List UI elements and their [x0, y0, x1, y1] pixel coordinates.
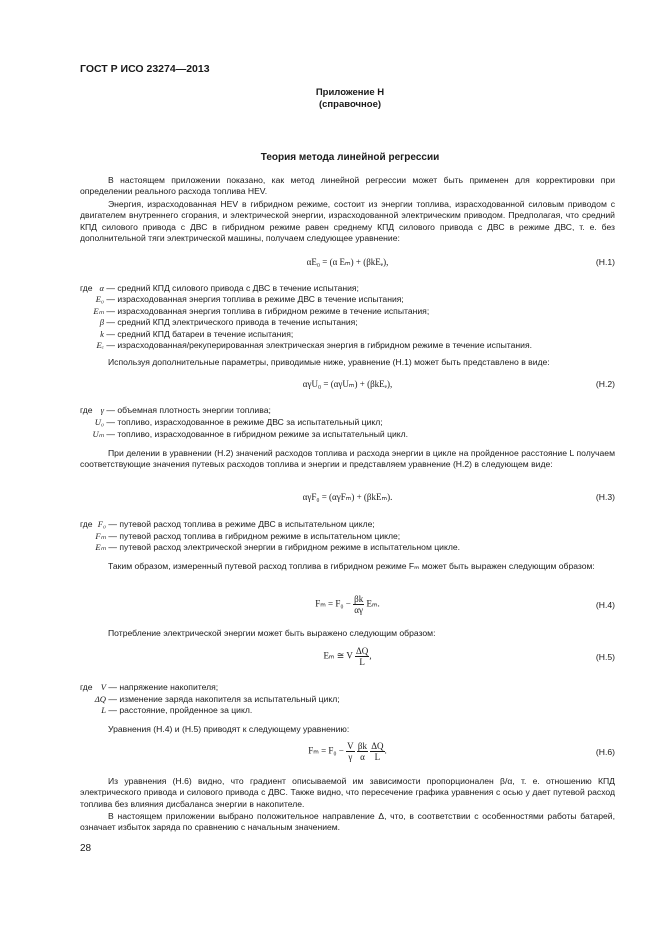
paragraph-division: При делении в уравнении (Н.2) значений расходов топлива и расхода энергии в цикле на пройденное расстояние L получаем соответствующие значения путевых расходов топлива и энергии и представляем уравнение (Н.2) в следующем виде: — [80, 448, 615, 470]
paragraph-measured: Таким образом, измеренный путевой расход топлива в гибридном режиме Fₘ может быть выражен следующим образом: — [108, 561, 595, 571]
equation-h6-formula: Fₘ = F₀ − $\frac{V}{\gamma}$ $\frac{\beta k}{\alpha}$ $\frac{\Delta Q}{L}$ . — [308, 741, 387, 762]
where-item: E₀ — израсходованная энергия топлива в режиме ДВС в течение испытания; — [95, 294, 404, 304]
paragraph-params: Используя дополнительные параметры, приводимые ниже, уравнение (Н.1) может быть представлено в виде: — [108, 357, 550, 367]
where-item: V — напряжение накопителя; — [100, 682, 219, 692]
where-item: F₀ — путевой расход топлива в режиме ДВС в испытательном цикле; — [97, 519, 375, 529]
where-item: L — расстояние, пройденное за цикл. — [101, 705, 253, 715]
equation-h5 — [80, 646, 615, 670]
where-label: где — [80, 519, 93, 529]
equation-h6 — [80, 741, 615, 767]
where-item: Eₑ — израсходованная/рекуперированная электрическая энергия в гибридном режиме в течение испытания. — [96, 340, 533, 350]
equation-h6-number: (Н.6) — [595, 747, 615, 757]
where-item: γ — объемная плотность энергии топлива; — [100, 405, 271, 415]
appendix-subtitle: (справочное) — [318, 99, 382, 110]
equation-h5-number: (Н.5) — [595, 652, 615, 662]
where-item: Eₘ — израсходованная энергия топлива в гибридном режиме в течение испытания; — [93, 306, 430, 316]
equation-h1-formula: αE₀ = (α Eₘ) + (βkEₑ), — [306, 257, 389, 267]
where-item: Eₘ — путевой расход электрической энергии в гибридном режиме в испытательном цикле. — [95, 542, 461, 552]
appendix-title: Приложение Н — [315, 87, 385, 98]
paragraph-intro: В настоящем приложении показано, как метод линейной регрессии может быть применен для корректировки при определении реального расхода топлива HEV. — [80, 175, 615, 197]
where-item: Fₘ — путевой расход топлива в гибридном режиме в испытательном цикле; — [95, 531, 401, 541]
where-item: α — средний КПД силового привода с ДВС в течение испытания; — [99, 283, 359, 293]
where-label: где — [80, 405, 93, 415]
page-number: 28 — [80, 843, 92, 854]
where-item: U₀ — топливо, израсходованное в режиме ДВС за испытательный цикл; — [94, 417, 383, 427]
section-title: Теория метода линейной регрессии — [260, 152, 440, 163]
equation-h1-number: (Н.1) — [595, 257, 615, 267]
document-header: ГОСТ Р ИСО 23274—2013 — [80, 63, 210, 75]
equation-h4 — [80, 594, 615, 618]
paragraph-direction: В настоящем приложении выбрано положительное направление Δ, что, в соответствии с особенностями работы батарей, означает избыток заряда по сравнению с начальным значением. — [80, 811, 615, 833]
equation-h2-number: (Н.2) — [595, 379, 615, 389]
paragraph-gradient: Из уравнения (Н.6) видно, что градиент описываемой им зависимости пропорционален β/α, т. е. отношению КПД электрического привода и силового привода с ДВС. Также видно, что пересечение графика уравнения с осью y дает путевой расход топлива без влияния дисбаланса энергии в накопителе. — [80, 776, 615, 809]
where-item: k — средний КПД батареи в течение испытания; — [100, 329, 294, 339]
equation-h5-formula: Eₘ ≅ V $\frac{\Delta Q}{L}$ , — [323, 646, 372, 667]
where-item: ΔQ — изменение заряда накопителя за испытательный цикл; — [94, 694, 340, 704]
paragraph-electric: Потребление электрической энергии может быть выражено следующим образом: — [108, 628, 436, 638]
equation-h2-formula: αγU₀ = (αγUₘ) + (βkEₑ), — [302, 379, 393, 389]
equation-h3-number: (Н.3) — [595, 492, 615, 502]
equation-h4-number: (Н.4) — [595, 600, 615, 610]
equation-h3-formula: αγF₀ = (αγFₘ) + (βkEₘ). — [302, 492, 393, 502]
where-label: где — [80, 682, 93, 692]
paragraph-combined: Уравнения (Н.4) и (Н.5) приводят к следующему уравнению: — [108, 724, 350, 734]
paragraph-energy: Энергия, израсходованная HEV в гибридном режиме, состоит из энергии топлива, израсходованной силовым приводом с двигателем внутреннего сгорания, и электрической энергии, израсходованной электрическим приводом. Предполагая, что средний КПД силового привода с ДВС в гибридном режиме равен среднему КПД силового привода с ДВС в режиме ДВС, т. е. без дополнительной тяги электрической машины, получаем следующее уравнение: — [80, 199, 615, 243]
equation-h4-formula: Fₘ = F₀ − $\frac{\beta k}{\alpha\gamma}$ Eₘ. — [315, 594, 380, 615]
where-item: β — средний КПД электрического привода в течение испытания; — [99, 317, 358, 327]
where-item: Uₘ — топливо, израсходованное в гибридном режиме за испытательный цикл. — [92, 429, 409, 439]
where-label: где — [80, 283, 93, 293]
